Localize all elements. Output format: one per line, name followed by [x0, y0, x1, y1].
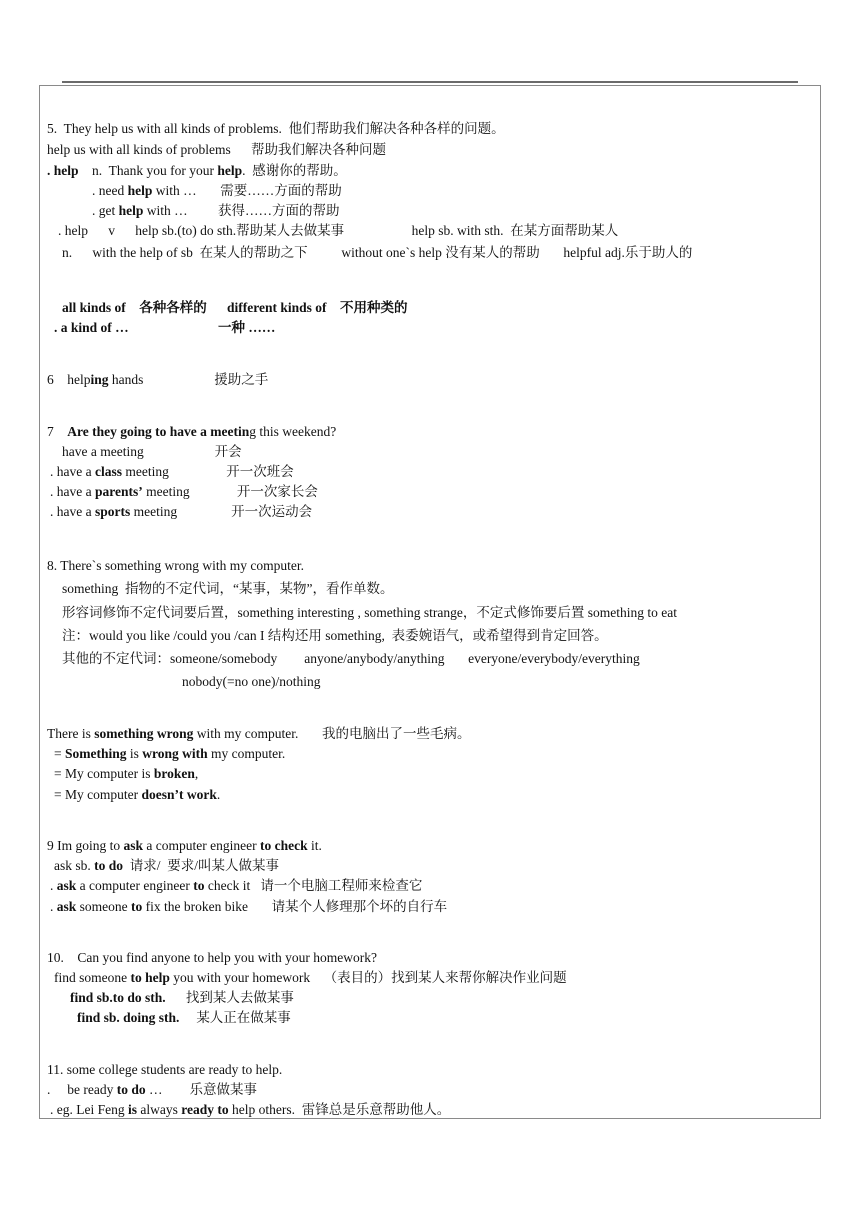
bold-word: to help — [130, 970, 170, 985]
bold-word: ask — [123, 838, 144, 853]
text: … 乐意做某事 — [145, 1082, 257, 1097]
text: 一种 …… — [218, 320, 276, 335]
s9-ask-sb — [54, 858, 279, 874]
help-label: . help — [47, 163, 79, 178]
text: . have a — [50, 504, 95, 519]
text: with … 需要……方面的帮助 — [152, 183, 342, 198]
bold-word: class — [94, 464, 122, 479]
bold-word: ask — [56, 878, 77, 893]
text: g this weekend? — [249, 424, 337, 439]
s8-example-4 — [54, 787, 220, 803]
s11-be-ready — [47, 1082, 257, 1098]
text: my computer. — [207, 746, 286, 761]
s10-find-to-do — [70, 990, 294, 1006]
text: check it 请一个电脑工程师来检查它 — [204, 878, 423, 893]
s8-sentence: 8. There`s something wrong with my computer. — [47, 558, 304, 573]
text: you with your homework （表目的）找到某人来帮你解决作业问题 — [169, 970, 567, 985]
text: hands 援助之手 — [108, 372, 269, 387]
s8-example-3 — [54, 766, 198, 782]
s7-have-meeting: have a meeting 开会 — [62, 444, 242, 459]
text: with … 获得……方面的帮助 — [143, 203, 340, 218]
bold-word: sports — [94, 504, 131, 519]
s7-sports-meeting — [50, 504, 312, 520]
text: n. Thank you for your — [78, 163, 218, 178]
s7-parents-meeting — [50, 484, 318, 500]
text: . need — [92, 183, 128, 198]
s11-sentence: 11. some college students are ready to help. — [47, 1062, 283, 1077]
text: . — [50, 899, 57, 914]
text: . have a — [50, 484, 95, 499]
s10-find-doing — [77, 1010, 291, 1026]
s8-note-5: nobody(=no one)/nothing — [182, 674, 321, 689]
s5-help-verb: . help v help sb.(to) do sth.帮助某人去做某事 help sb. with sth. 在某方面帮助某人 — [58, 223, 619, 238]
bold-word: ing — [90, 372, 109, 387]
text: . 感谢你的帮助。 — [242, 163, 347, 178]
text: . — [216, 787, 221, 802]
bold-word: to do — [94, 858, 124, 873]
text: help others. 雷锋总是乐意帮助他人。 — [228, 1102, 451, 1117]
text: 找到某人去做某事 — [165, 990, 294, 1005]
bold-word: to check — [259, 838, 308, 853]
text: . eg. Lei Feng — [50, 1102, 128, 1117]
text: 某人正在做某事 — [179, 1010, 291, 1025]
bold-word: wrong with — [142, 746, 208, 761]
text: a computer engineer — [143, 838, 260, 853]
s5-phrase: help us with all kinds of problems 帮助我们解决各种问题 — [47, 142, 386, 157]
text: with my computer. 我的电脑出了一些毛病。 — [193, 726, 471, 741]
s8-example-1 — [47, 726, 471, 742]
s8-note-1: something 指物的不定代词，“某事，某物”，看作单数。 — [62, 581, 394, 596]
text: fix the broken bike 请某个人修理那个坏的自行车 — [142, 899, 448, 914]
bold-word: Something — [65, 746, 127, 761]
bold-word: to — [131, 899, 143, 914]
s6-helping-hands — [47, 372, 268, 388]
s8-note-4: 其他的不定代词：someone/somebody anyone/anybody/anything everyone/everybody/everything — [62, 651, 640, 666]
bold-word: parents’ — [94, 484, 143, 499]
bold-word: to — [193, 878, 205, 893]
s5-need-help — [92, 183, 342, 199]
text: 7 — [47, 424, 68, 439]
header-rule — [62, 81, 798, 83]
bold-word: help — [127, 183, 153, 198]
text: 6 help — [47, 372, 91, 387]
text: = My computer is — [54, 766, 154, 781]
text: . be ready — [47, 1082, 117, 1097]
bold-word: ask — [56, 899, 77, 914]
s9-sentence — [47, 838, 322, 854]
s7-question — [47, 424, 336, 440]
text: meeting 开一次班会 — [121, 464, 294, 479]
s5-a-kind-of — [54, 320, 276, 336]
text: 请求/ 要求/叫某人做某事 — [123, 858, 280, 873]
text: meeting 开一次家长会 — [142, 484, 318, 499]
text: . have a — [50, 464, 95, 479]
s7-class-meeting — [50, 464, 294, 480]
s8-example-2 — [54, 746, 285, 762]
text: , — [194, 766, 199, 781]
text: = — [54, 746, 65, 761]
s8-note-3: 注：would you like /could you /can I 结构还用 something, 表委婉语气，或希望得到肯定回答。 — [62, 628, 608, 643]
s5-help-noun — [47, 163, 347, 179]
bold-word: is — [127, 1102, 137, 1117]
bold-word: help — [118, 203, 144, 218]
text: There is — [47, 726, 95, 741]
text: ask sb. — [54, 858, 95, 873]
text: a computer engineer — [76, 878, 194, 893]
bold-word: Are they going to have a meetin — [67, 424, 250, 439]
s10-question: 10. Can you find anyone to help you with your homework? — [47, 950, 377, 965]
text: someone — [76, 899, 132, 914]
s11-example — [50, 1102, 450, 1118]
text: find someone — [54, 970, 131, 985]
s5-help-phrases: n. with the help of sb 在某人的帮助之下 without one`s help 没有某人的帮助 helpful adj.乐于助人的 — [62, 245, 693, 260]
s10-find-someone — [54, 970, 567, 986]
text: = My computer — [54, 787, 142, 802]
bold-word: find sb.to do sth. — [70, 990, 166, 1005]
bold-word: doesn’t work — [141, 787, 217, 802]
s5-kinds: all kinds of 各种各样的 different kinds of 不用种类的 — [62, 300, 408, 315]
s9-example-1 — [50, 878, 422, 894]
bold-word: broken — [153, 766, 195, 781]
text: meeting 开一次运动会 — [130, 504, 313, 519]
text: . — [50, 878, 57, 893]
bold-word: help — [217, 163, 243, 178]
s9-example-2 — [50, 899, 447, 915]
text: it. — [307, 838, 322, 853]
text: . a kind of … — [54, 320, 129, 335]
bold-word: ready to — [181, 1102, 229, 1117]
text: is — [126, 746, 143, 761]
s5-get-help — [92, 203, 340, 219]
bold-word: to do — [116, 1082, 146, 1097]
text: always — [137, 1102, 182, 1117]
bold-word: find sb. doing sth. — [77, 1010, 180, 1025]
bold-word: something wrong — [94, 726, 194, 741]
text: . get — [92, 203, 119, 218]
s5-sentence: 5. They help us with all kinds of problems. 他们帮助我们解决各种各样的问题。 — [47, 121, 505, 136]
text: 9 Im going to — [47, 838, 124, 853]
s8-note-2: 形容词修饰不定代词要后置，something interesting , something strange，不定式修饰要后置 something to eat — [62, 605, 677, 620]
